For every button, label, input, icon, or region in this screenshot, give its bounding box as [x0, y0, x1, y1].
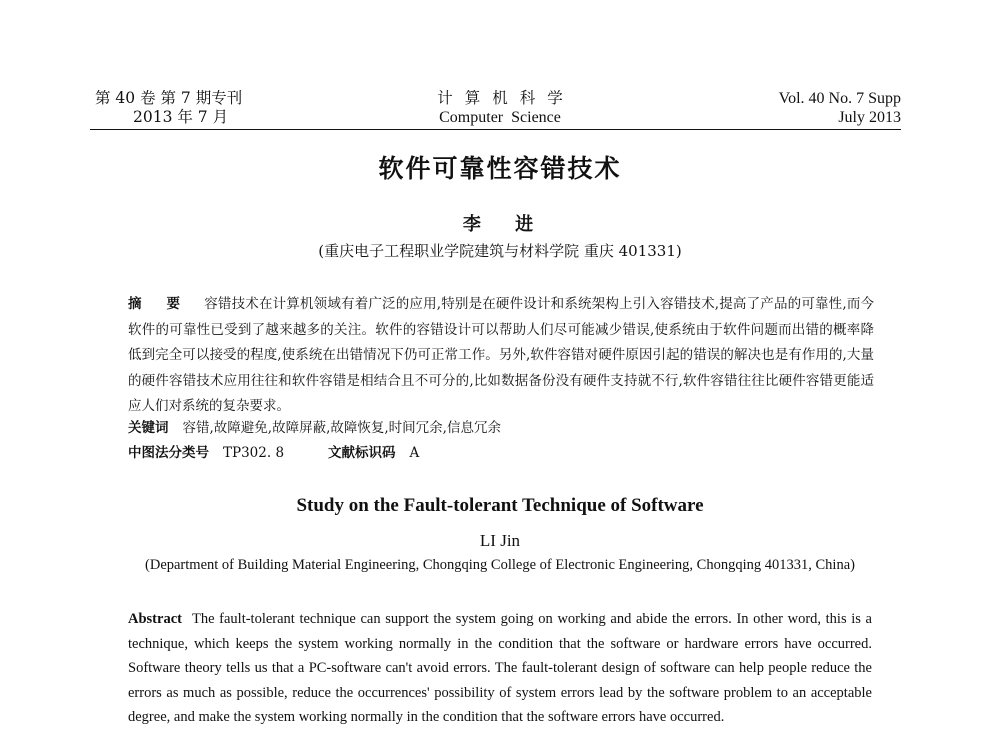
- running-header-right: [779, 89, 901, 127]
- clc-value: TP302. 8: [223, 445, 285, 461]
- doc-code-value: A: [409, 445, 420, 461]
- affiliation-cn: (重庆电子工程职业学院建筑与材料学院 重庆 401331): [318, 242, 682, 260]
- abstract-cn: [128, 292, 874, 420]
- abstract-en: [128, 607, 872, 730]
- author-cn: 李 进: [462, 214, 548, 235]
- abstract-text-en: The fault-tolerant technique can support the system going on working and abide the errors. In other word, this is a technique, which keeps the system working normally in the condition that the software or hardware errors have occurred. Software theory tells us that a PC-software can't avoid errors. The fault-tolerant design of software can help people reduce the errors as much as possible, reduce the occurrences' possibility of system errors lead by the software problem to an acceptable degree, and make the system working normally in the condition that the software errors have occurred.: [128, 611, 872, 725]
- author-en: LI Jin: [479, 531, 521, 550]
- affiliation-en: (Department of Building Material Engineering, Chongqing College of Electronic Engineering, Chongqing 401331, China): [145, 557, 855, 573]
- paper-title-en: Study on the Fault-tolerant Technique of Software: [296, 495, 704, 516]
- classification-line: [128, 443, 419, 463]
- abstract-label-cn: 摘 要: [128, 296, 191, 312]
- abstract-text-cn: 容错技术在计算机领域有着广泛的应用,特别是在硬件设计和系统架构上引入容错技术,提高了产品的可靠性,而今软件的可靠性已受到了越来越多的关注。软件的容错设计可以帮助人们尽可能减少错误,使系统由于软件问题而出错的概率降低到完全可以接受的程度,使系统在出错情况下仍可正常工作。另外,软件容错对硬件原因引起的错误的解决也是有作用的,大量的硬件容错技术应用往往和软件容错是相结合且不可分的,比如数据备份没有硬件支持就不行,软件容错往往比硬件容错更能适应人们对系统的复杂要求。: [128, 296, 874, 415]
- journal-name-en: Computer Science: [439, 109, 561, 126]
- paper-title-cn: 软件可靠性容错技术: [378, 154, 622, 183]
- keywords-text-cn: 容错,故障避免,故障屏蔽,故障恢复,时间冗余,信息冗余: [182, 420, 501, 436]
- date-en: July 2013: [838, 109, 901, 126]
- keywords-label-cn: 关键词: [128, 420, 169, 436]
- volume-issue-cn: 第 40 卷 第 7 期专刊: [95, 89, 243, 107]
- header-rule: [90, 129, 901, 130]
- abstract-label-en: Abstract: [128, 611, 182, 627]
- date-cn: 2013 年 7 月: [133, 108, 229, 126]
- keywords-cn: [128, 418, 501, 438]
- volume-issue-en: Vol. 40 No. 7 Supp: [778, 90, 901, 107]
- journal-name-cn: 计算机科学: [437, 89, 575, 107]
- clc-label: 中图法分类号: [128, 445, 209, 461]
- doc-code-label: 文献标识码: [328, 445, 396, 461]
